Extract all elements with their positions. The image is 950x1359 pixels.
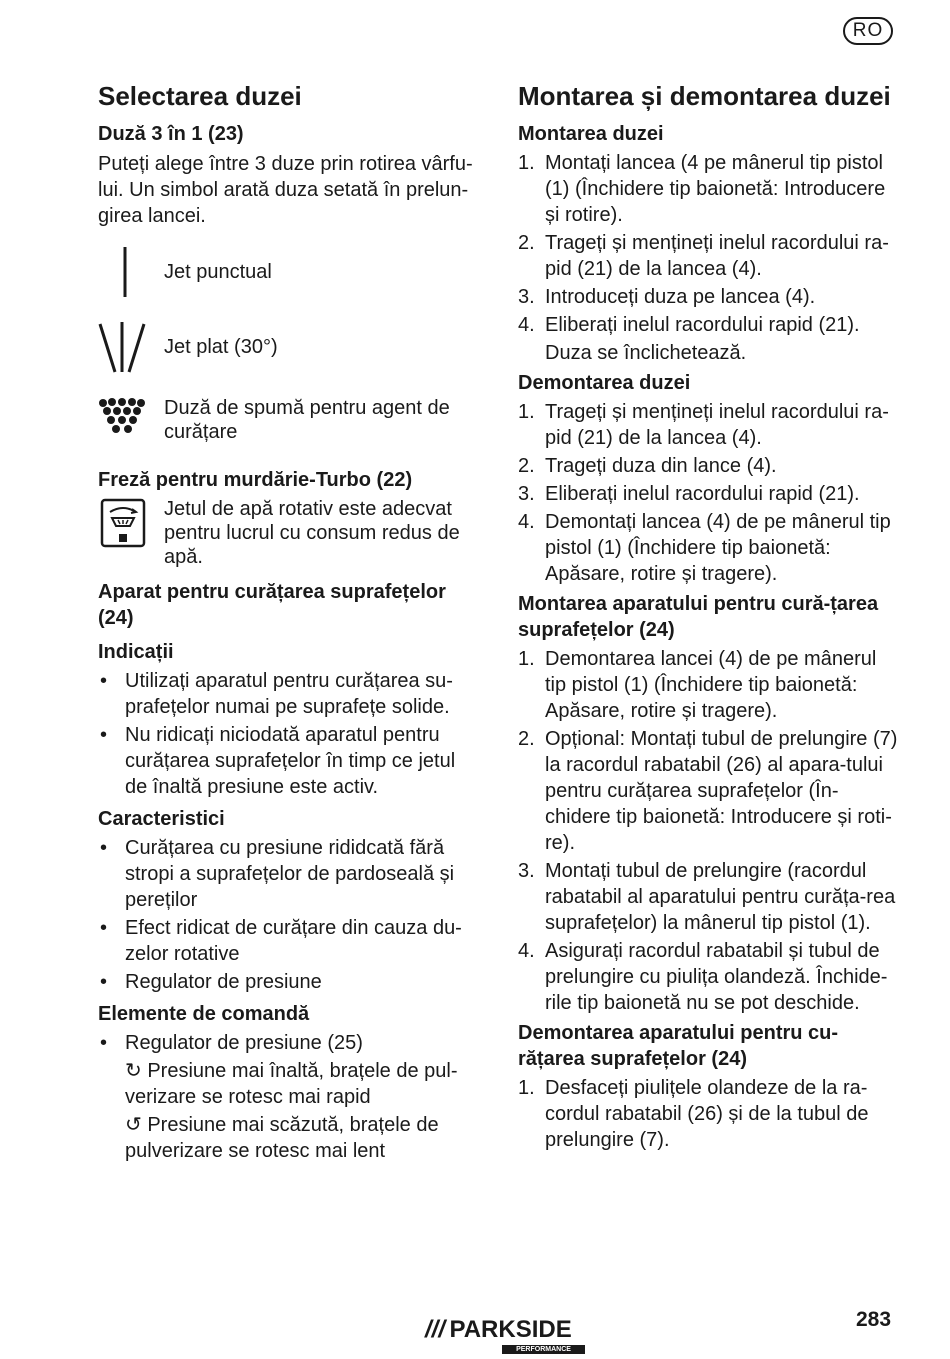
flat-jet-icon [98, 320, 148, 374]
list-item: 4. Eliberați inelul racordului rapid (21). Duza se înclichetează. [518, 314, 860, 364]
section-title-nozzle-selection: Selectarea duzei [98, 81, 302, 111]
language-badge [843, 17, 893, 45]
turbo-text: Jetul de apă rotativ este adecvat pentru lucrul cu consum redus de apă. [164, 498, 460, 568]
surface-mount-heading: Montarea aparatului pentru cură-țarea suprafețelor (24) [518, 593, 879, 641]
controls-item-label: Regulator de presiune (25) [125, 1032, 363, 1054]
list-item: • Curățarea cu presiune rididcată fără stropi a suprafețelor de pardoseală și pereților [98, 835, 478, 913]
list-item [98, 1030, 478, 1164]
list-item: 3. Introduceți duza pe lancea (4). [518, 286, 816, 308]
controls-list [98, 1030, 478, 1164]
rotate-clockwise-icon: ↻ [125, 1060, 142, 1082]
list-item: 3. Eliberați inelul racordului rapid (21). [518, 483, 860, 505]
surface-cleaner-heading: Aparat pentru curățarea suprafețelor (24) [98, 581, 446, 629]
indications-heading: Indicații [98, 641, 174, 663]
list-item: 1. Desfaceți piulițele olandeze de la ra-cordul rabatabil (26) și de la tubul de prelungire (7). [518, 1077, 869, 1151]
pressure-higher-text: Presiune mai înaltă, brațele de pul-verizare se rotesc mai rapid [125, 1060, 458, 1108]
turbo-heading: Freză pentru murdărie-Turbo (22) [98, 469, 413, 491]
turbo-nozzle-icon [98, 497, 148, 549]
controls-heading: Elemente de comandă [98, 1003, 310, 1025]
list-item: 4. Asigurați racordul rabatabil și tubul de prelungire cu piulița olandeză. Închide-rile tip baionetă nu se pot deschide. [518, 940, 888, 1014]
symbol-label: Duză de spumă pentru agent de curățare [164, 397, 450, 443]
symbol-row-foam-nozzle [98, 387, 478, 453]
pressure-lower-text: Presiune mai scăzută, brațele de pulverizare se rotesc mai lent [125, 1114, 439, 1162]
section-title-mounting: Montarea și demontarea duzei [518, 81, 891, 111]
symbol-label: Jet plat (30°) [164, 336, 278, 358]
list-item: 2. Trageți duza din lance (4). [518, 455, 777, 477]
left-column [98, 82, 478, 1166]
symbol-label: Jet punctual [164, 261, 272, 283]
list-item: 3. Montați tubul de prelungire (racordul rabatabil al aparatului pentru curăța-rea suprafețelor) la mânerul tip pistol (1). [518, 860, 896, 934]
turbo-row [98, 497, 478, 569]
rotate-counterclockwise-icon: ↺ [125, 1114, 142, 1136]
list-item: • Nu ridicați niciodată aparatul pentru curățarea suprafețelor în timp ce jetul de înaltă presiune este activ. [98, 722, 478, 800]
nozzle-3in1-heading: Duză 3 în 1 (23) [98, 123, 244, 145]
point-jet-icon [98, 245, 148, 299]
pressure-lower-row [125, 1112, 478, 1164]
language-code: RO [852, 20, 884, 41]
list-item: 1. Montați lancea (4 pe mânerul tip pistol (1) (Închidere tip baionetă: Introducere și rotire). [518, 152, 886, 226]
indications-list [98, 668, 478, 800]
list-item: 1. Trageți și mențineți inelul racordului ra-pid (21) de la lancea (4). [518, 401, 889, 449]
list-item: 4. Demontați lancea (4) de pe mânerul tip pistol (1) (Închidere tip baionetă: Apăsare, rotire și tragere). [518, 511, 891, 585]
pressure-higher-row [125, 1058, 478, 1110]
page-number: 283 [856, 1308, 892, 1331]
list-item: 2. Opțional: Montați tubul de prelungire (7) la racordul rabatabil (26) al apara-tului pentru curățarea suprafețelor (În-chidere tip baionetă: Introducere și roti-re). [518, 728, 898, 854]
symbol-row-flat-jet [98, 307, 478, 387]
surface-mount-steps [518, 646, 900, 1016]
list-item: • Utilizați aparatul pentru curățarea su-prafețelor numai pe suprafețe solide. [98, 668, 478, 720]
list-item: • Efect ridicat de curățare din cauza du-zelor rotative [98, 915, 478, 967]
brand-slashes: /// [425, 1316, 446, 1343]
mount-nozzle-heading: Montarea duzei [518, 123, 664, 145]
list-item: • Regulator de presiune [98, 969, 478, 995]
symbol-row-point-jet [98, 237, 478, 307]
dismount-nozzle-heading: Demontarea duzei [518, 372, 691, 394]
surface-dismount-steps [518, 1075, 900, 1153]
foam-nozzle-icon [98, 393, 148, 447]
performance-badge: PERFORMANCE [502, 1345, 585, 1354]
parkside-logo [425, 1316, 585, 1356]
list-item: 1. Demontarea lancei (4) de pe mânerul tip pistol (1) (Închidere tip baionetă: Apăsare, rotire și tragere). [518, 648, 877, 722]
mount-nozzle-steps [518, 150, 900, 366]
list-item: 2. Trageți și mențineți inelul racordului ra-pid (21) de la lancea (4). [518, 232, 889, 280]
dismount-nozzle-steps [518, 399, 900, 587]
nozzle-3in1-text: Puteți alege între 3 duze prin rotirea vârfu-lui. Un simbol arată duza setată în prelun-girea lancei. [98, 153, 473, 227]
features-heading: Caracteristici [98, 808, 225, 830]
surface-dismount-heading: Demontarea aparatului pentru cu-rățarea suprafețelor (24) [518, 1022, 839, 1070]
brand-name: PARKSIDE [449, 1316, 572, 1343]
right-column [518, 82, 900, 1155]
features-list [98, 835, 478, 995]
